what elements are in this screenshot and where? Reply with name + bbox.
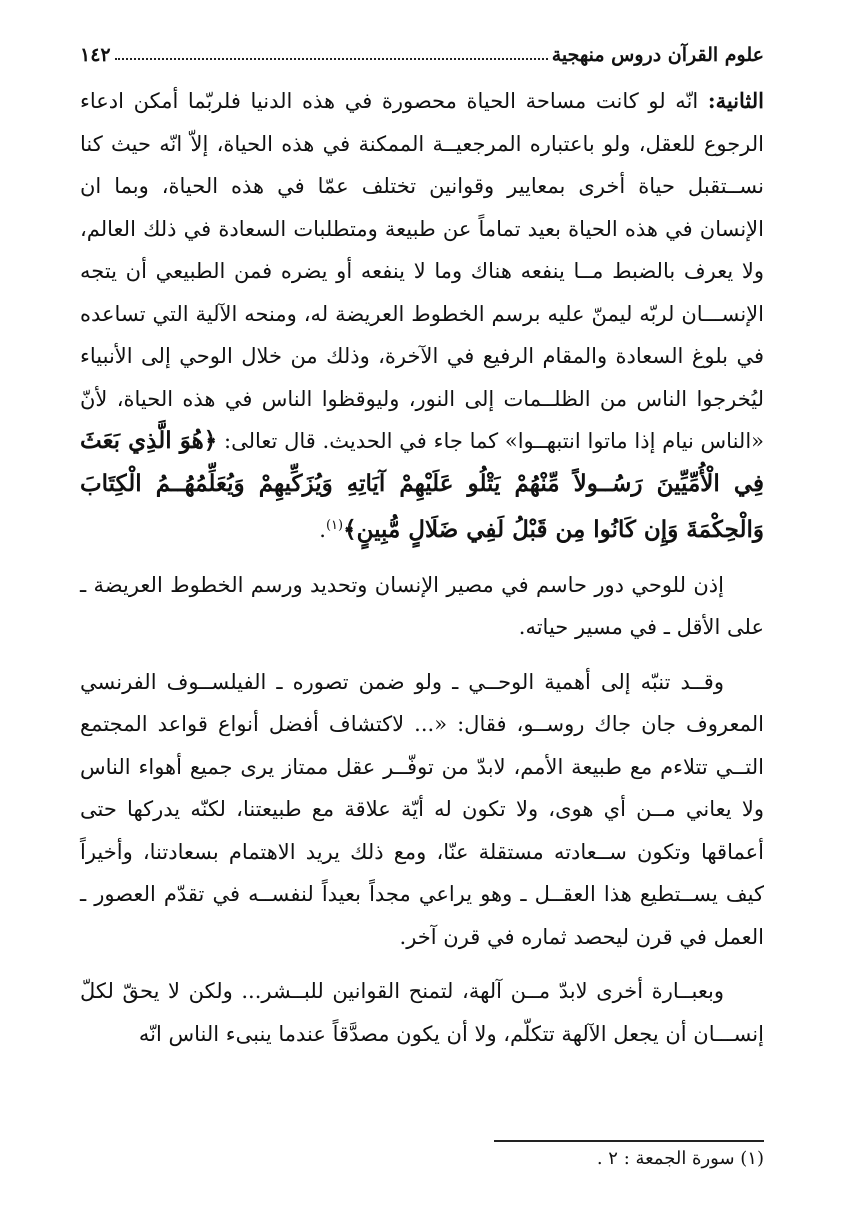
quran-verse: ﴿هُوَ الَّذِي بَعَثَ فِي الْأُمِّيِّينَ رَسُــولاً مِّنْهُمْ يَتْلُو عَلَيْهِمْ آيَاتِهِ وَيُزَكِّيهِمْ وَيُعَلِّمُهُــمُ الْكِتَابَ وَالْحِكْمَةَ وَإِن كَانُوا مِن قَبْلُ لَفِي ضَلَالٍ مُّبِينٍ﴾ bbox=[80, 427, 764, 543]
running-title: علوم القرآن دروس منهجية bbox=[551, 44, 764, 66]
footnote-reference: (١) bbox=[325, 518, 344, 533]
footnote: (١) سورة الجمعة : ٢ . bbox=[596, 1148, 764, 1169]
paragraph-1 bbox=[80, 80, 764, 552]
paragraph-2: إذن للوحي دور حاسم في مصير الإنسان وتحديد ورسم الخطوط العريضة ـ على الأقل ـ في مسير حياته. bbox=[80, 572, 764, 639]
paragraph-1-end: . bbox=[319, 518, 326, 542]
footnote-rule bbox=[494, 1140, 764, 1142]
paragraph-4: وبعبــارة أخرى لابدّ مــن آلهة، لتمنح القوانين للبــشر... ولكن لا يحقّ لكلّ إنســـان أن يجعل الآلهة تتكلّم، ولا أن يكون مصدَّقاً عندما ينبىء الناس انّه bbox=[80, 979, 764, 1046]
paragraph-lead: الثانية: bbox=[707, 88, 764, 113]
page-header bbox=[80, 30, 764, 66]
running-title-line bbox=[111, 44, 764, 66]
page-body bbox=[80, 80, 764, 1067]
page-number: ١٤٢ bbox=[80, 44, 111, 66]
paragraph-1-text: انّه لو كانت مساحة الحياة محصورة في هذه الدنيا فلربّما أمكن ادعاء الرجوع للعقل، ولو باعتباره المرجعيــة الممكنة في هذه الحياة، إلاّ انّه حيث كنا نســتقبل حياة أخرى بمعايير وقوانين تختلف عمّا في هذه الحياة، وبما ان الإنسان في هذه الحياة بعيد تماماً عن طبيعة ومتطلبات السعادة في ذلك العالم، ولا يعرف بالضبط مــا ينفعه هناك وما لا ينفعه أو يضره فمن الطبيعي أن يتجه الإنســـان لربّه ليمنّ عليه برسم الخطوط العريضة له، ومنحه الآلية التي تساعده في بلوغ السعادة والمقام الرفيع في الآخرة، وذلك من خلال الوحي إلى الأنبياء ليُخرجوا الناس من الظلــمات إلى النور، وليوقظوا الناس في هذه الحياة، لأنّ «الناس نيام إذا ماتوا انتبهــوا» كما جاء في الحديث. قال تعالى: bbox=[80, 89, 765, 453]
paragraph-3: وقــد تنبّه إلى أهمية الوحــي ـ ولو ضمن تصوره ـ الفيلســوف الفرنسي المعروف جان جاك روســو، فقال: «... لاكتشاف أفضل أنواع قواعد المجتمع التــي تتلاءم مع طبيعة الأمم، لابدّ من توفّــر عقل ممتاز يرى جميع أهواء الناس ولا يعاني مــن أي هوى، ولا تكون له أيّة علاقة مع طبيعتنا، لكنّه يدركها حتى أعماقها وتكون ســعادته مستقلة عنّا، ومع ذلك يريد الاهتمام بسعادتنا، وأخيراً كيف يســتطيع هذا العقــل ـ وهو يراعي مجداً بعيداً لنفســه في تقدّم العصور ـ العمل في قرن ليحصد ثماره في قرن آخر. bbox=[80, 669, 764, 949]
leader-dots bbox=[115, 58, 548, 60]
